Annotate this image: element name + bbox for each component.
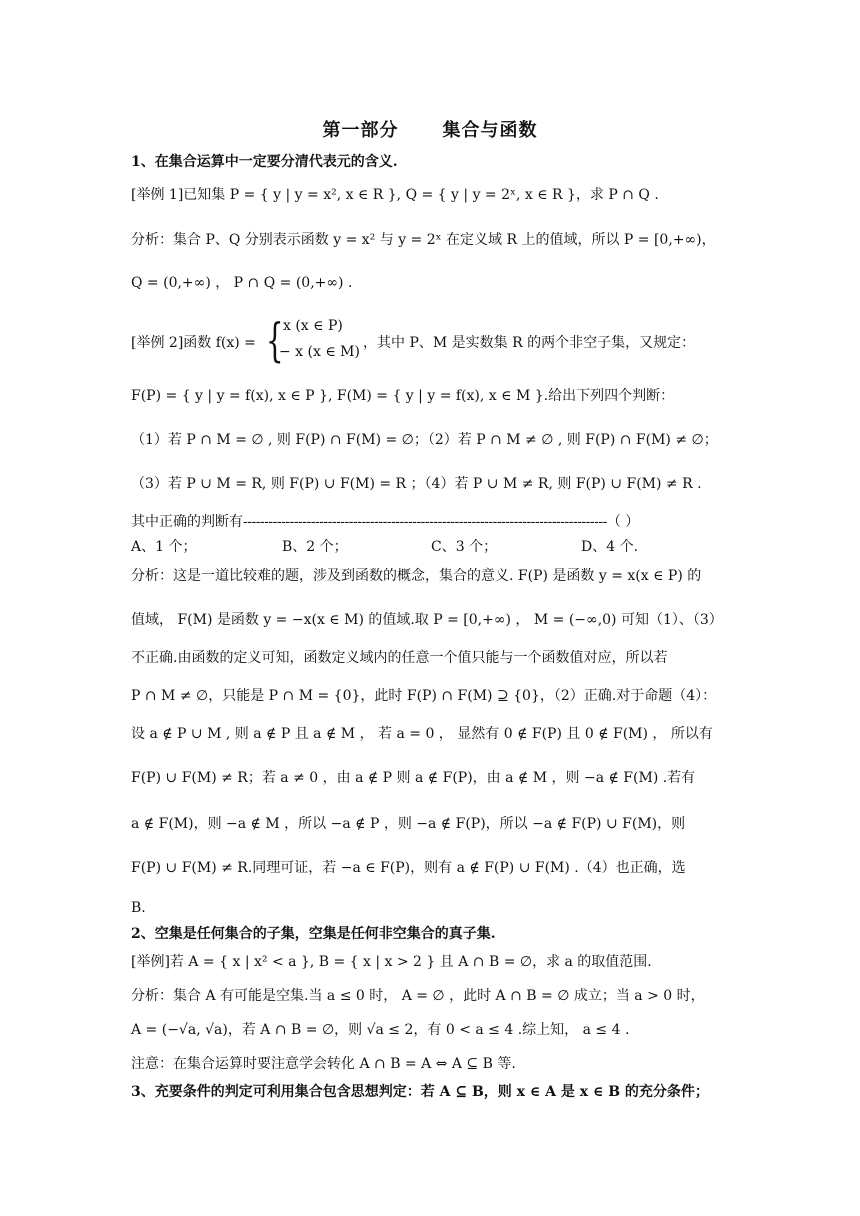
option-b: B、2 个； [282,539,348,555]
brace-icon: { [266,313,284,367]
page-title [0,116,860,142]
analysis-line: 分析：集合 A 有可能是空集.当 a ≤ 0 时， A = ∅ ，此时 A ∩ B = ∅ 成立；当 a > 0 时， [131,988,705,1004]
option-a: A、1 个； [131,539,197,555]
example-2-suffix: ，其中 P、M 是实数集 R 的两个非空子集，又规定： [363,335,696,351]
title-topic: 集合与函数 [442,120,538,141]
answer-paren: （ ） [606,514,640,530]
title-part: 第一部分 [322,120,399,141]
option-d: D、4 个. [581,539,639,555]
section-heading-3: 3、充要条件的判定可利用集合包含思想判定：若 A ⊆ B，则 x ∈ A 是 x ∈ B 的充分条件； [131,1084,709,1100]
answer-dashes: -------------------------------------------------------------------------------------- [243,514,607,530]
statement-line: （1）若 P ∩ M = ∅ , 则 F(P) ∩ F(M) = ∅；（2）若 P ∩ M ≠ ∅ , 则 F(P) ∩ F(M) ≠ ∅； [131,432,718,448]
analysis-line: 不正确.由函数的定义可知，函数定义域内的任意一个值只能与一个函数值对应，所以若 [131,650,668,666]
analysis-line: 值域， F(M) 是函数 y = −x(x ∈ M) 的值域.取 P = [0,+∞) ， M = (−∞,0) 可知（1）、（3） [131,612,723,628]
piecewise-case-2: − x (x ∈ M) [279,344,360,360]
analysis-line: 设 a ∉ P ∪ M , 则 a ∉ P 且 a ∉ M ， 若 a = 0 ， 显然有 0 ∉ F(P) 且 0 ∉ F(M) ， 所以有 [131,726,713,742]
question-line [131,512,731,532]
analysis-line: F(P) ∪ F(M) ≠ R.同理可证，若 −a ∈ F(P)，则有 a ∉ F(P) ∪ F(M) .（4）也正确，选 [131,860,686,876]
example-3: [举例]若 A = { x | x² < a }, B = { x | x > 2 } 且 A ∩ B = ∅，求 a 的取值范围. [131,954,652,970]
statement-line: （3）若 P ∪ M = R, 则 F(P) ∪ F(M) = R ；（4）若 P ∪ M ≠ R, 则 F(P) ∪ F(M) ≠ R . [131,476,702,492]
definition-line: F(P) = { y | y = f(x), x ∈ P }, F(M) = { y | y = f(x), x ∈ M }.给出下列四个判断： [131,388,675,404]
section-heading-1: 1、在集合运算中一定要分清代表元的含义. [131,154,398,170]
example-1: [举例 1]已知集 P = { y | y = x², x ∈ R }, Q = { y | y = 2ˣ, x ∈ R }，求 P ∩ Q . [131,187,659,203]
option-c: C、3 个； [431,539,498,555]
analysis-line: B. [131,900,146,916]
analysis-line: a ∉ F(M)，则 −a ∉ M ，所以 −a ∉ P ，则 −a ∉ F(P)，所以 −a ∉ F(P) ∪ F(M)，则 [131,816,686,832]
question-text: 其中正确的判断有 [131,514,243,530]
analysis-line: F(P) ∪ F(M) ≠ R；若 a ≠ 0 ，由 a ∉ P 则 a ∉ F(P)，由 a ∉ M ，则 −a ∉ F(M) .若有 [131,770,696,786]
example-2 [131,313,731,370]
section-heading-2: 2、空集是任何集合的子集，空集是任何非空集合的真子集. [131,926,496,942]
analysis-line: A = (−√a, √a)，若 A ∩ B = ∅，则 √a ≤ 2，有 0 < a ≤ 4 .综上知， a ≤ 4 . [131,1022,630,1038]
analysis-line: 分析：集合 P、Q 分别表示函数 y = x² 与 y = 2ˣ 在定义域 R 上的值域，所以 P = [0,+∞)， [131,232,716,248]
note-line: 注意：在集合运算时要注意学会转化 A ∩ B = A ⇔ A ⊆ B 等. [131,1056,516,1072]
analysis-line: 分析：这是一道比较难的题，涉及到函数的概念，集合的意义. F(P) 是函数 y = x(x ∈ P) 的 [131,568,702,584]
analysis-line: Q = (0,+∞) ， P ∩ Q = (0,+∞) . [131,275,353,291]
example-2-prefix: [举例 2]函数 f(x) = [131,335,256,351]
analysis-line: P ∩ M ≠ ∅，只能是 P ∩ M = {0}，此时 F(P) ∩ F(M) ⊇ {0}，（2）正确.对于命题（4）： [131,688,717,704]
piecewise-case-1: x (x ∈ P) [283,318,343,334]
